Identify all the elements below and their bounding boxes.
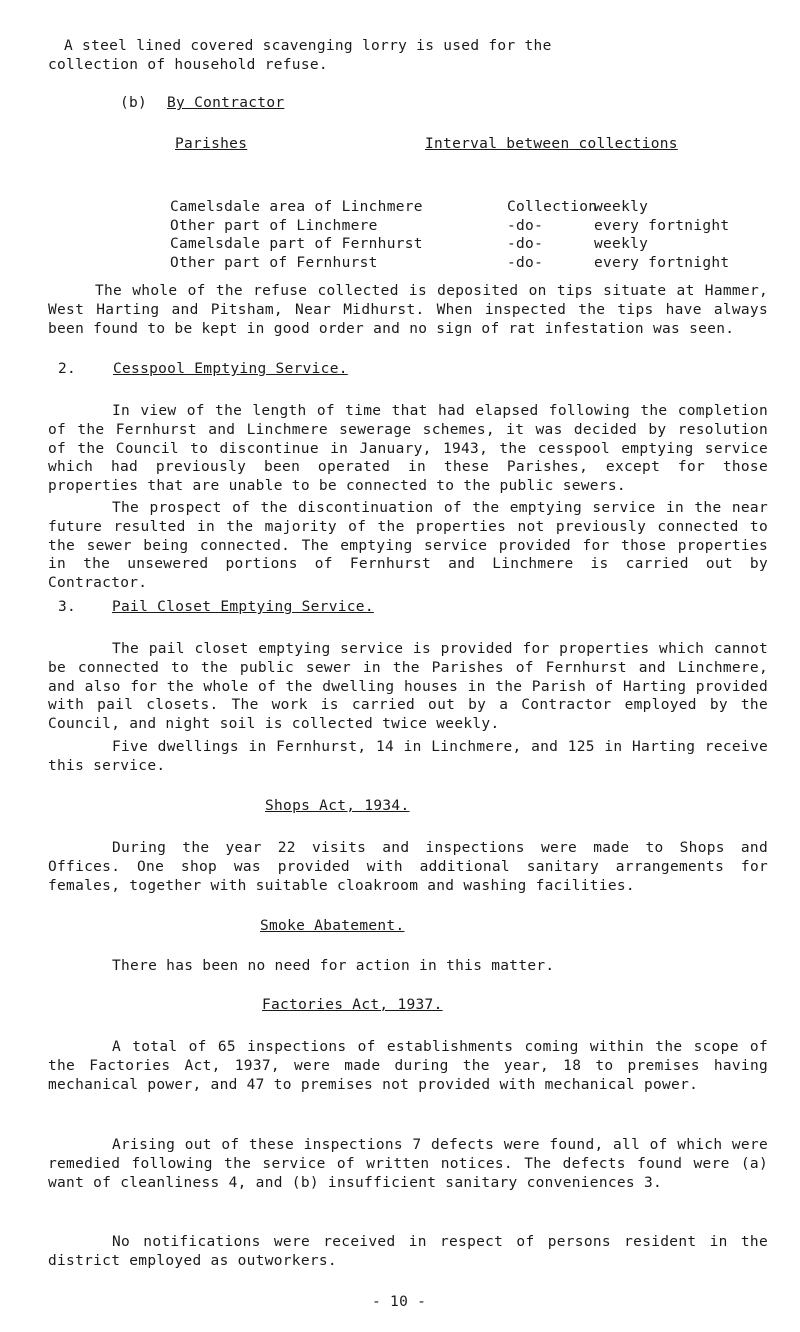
table-cell-area: Other part of Fernhurst — [170, 254, 378, 271]
factories-paragraph-1: A total of 65 inspections of establishments coming within the scope of the Factories Act, 1937, were made during the year, 18 to premises having mechanical power, and 47 to premises not provided with mechanical power. — [48, 1039, 768, 1093]
col-parishes-heading: Parishes — [175, 136, 248, 152]
collection-table — [170, 198, 730, 272]
page-number: - 10 - — [372, 1294, 427, 1310]
tips-paragraph: The whole of the refuse collected is deposited on tips situate at Hammer, West Harting and Pitsham, Near Midhurst. When inspected the tips have always been found to be kept in good order and no sign of rat infestation was seen. — [48, 283, 768, 337]
table-cell-interval: weekly — [594, 199, 649, 215]
section-2-paragraph-2: The prospect of the discontinuation of the emptying service in the near future resulted in the majority of the properties not previously connected to the sewer being connected. The emptying service provided for those properties in the unsewered portions of Fernhurst and Linchmere is carried out by Contractor. — [48, 500, 768, 592]
shops-paragraph: During the year 22 visits and inspections were made to Shops and Offices. One shop was provided with additional sanitary arrangements for females, together with suitable cloakroom and washing facilities. — [48, 840, 768, 894]
contractor-marker: (b) — [120, 95, 148, 111]
table-row — [170, 217, 730, 236]
table-row — [170, 254, 730, 273]
table-cell-ref: Collection — [507, 199, 598, 215]
smoke-paragraph: There has been no need for action in this matter. — [112, 958, 555, 974]
col-interval-heading: Interval between collections — [425, 136, 678, 152]
section-2-paragraph-1: In view of the length of time that had elapsed following the completion of the Fernhurst and Linchmere sewerage schemes, it was decided by resolution of the Council to discontinue in January, 1943, the cesspool emptying service which had previously been operated in these Parishes, except for those properties that are unable to be connected to the public sewers. — [48, 403, 768, 495]
contractor-heading: By Contractor — [167, 95, 285, 111]
section-3-heading: Pail Closet Emptying Service. — [112, 599, 374, 615]
intro-line-2: collection of household refuse. — [48, 57, 328, 73]
smoke-heading: Smoke Abatement. — [260, 918, 405, 934]
section-3-number: 3. — [58, 599, 77, 615]
table-cell-area: Camelsdale part of Fernhurst — [170, 236, 423, 252]
table-row — [170, 198, 730, 217]
table-cell-area: Other part of Linchmere — [170, 217, 378, 234]
factories-heading: Factories Act, 1937. — [262, 997, 443, 1013]
table-cell-interval: every fortnight — [594, 254, 730, 271]
section-3-paragraph-1: The pail closet emptying service is provided for properties which cannot be connected to the public sewer in the Parishes of Fernhurst and Linchmere, and also for the whole of the dwelling houses in the Parish of Harting provided with pail closets. The work is carried out by a Contractor employed by the Council, and night soil is collected twice weekly. — [48, 641, 768, 733]
shops-heading: Shops Act, 1934. — [265, 798, 410, 814]
factories-paragraph-3: No notifications were received in respect of persons resident in the district employed as outworkers. — [48, 1234, 768, 1269]
table-cell-area: Camelsdale area of Linchmere — [170, 199, 423, 215]
factories-paragraph-2: Arising out of these inspections 7 defects were found, all of which were remedied following the service of written notices. The defects found were (a) want of cleanliness 4, and (b) insufficient sanitary conveniences 3. — [48, 1137, 768, 1191]
table-row — [170, 235, 730, 254]
section-2-heading: Cesspool Emptying Service. — [113, 361, 348, 377]
table-cell-interval: every fortnight — [594, 217, 730, 234]
table-cell-interval: weekly — [594, 236, 649, 252]
intro-line-1: A steel lined covered scavenging lorry is used for the — [64, 38, 552, 54]
table-cell-ref: -do- — [507, 254, 544, 271]
table-cell-ref: -do- — [507, 217, 544, 234]
section-2-number: 2. — [58, 361, 77, 377]
section-3-paragraph-2: Five dwellings in Fernhurst, 14 in Linchmere, and 125 in Harting receive this service. — [48, 739, 768, 774]
table-cell-ref: -do- — [507, 236, 544, 252]
